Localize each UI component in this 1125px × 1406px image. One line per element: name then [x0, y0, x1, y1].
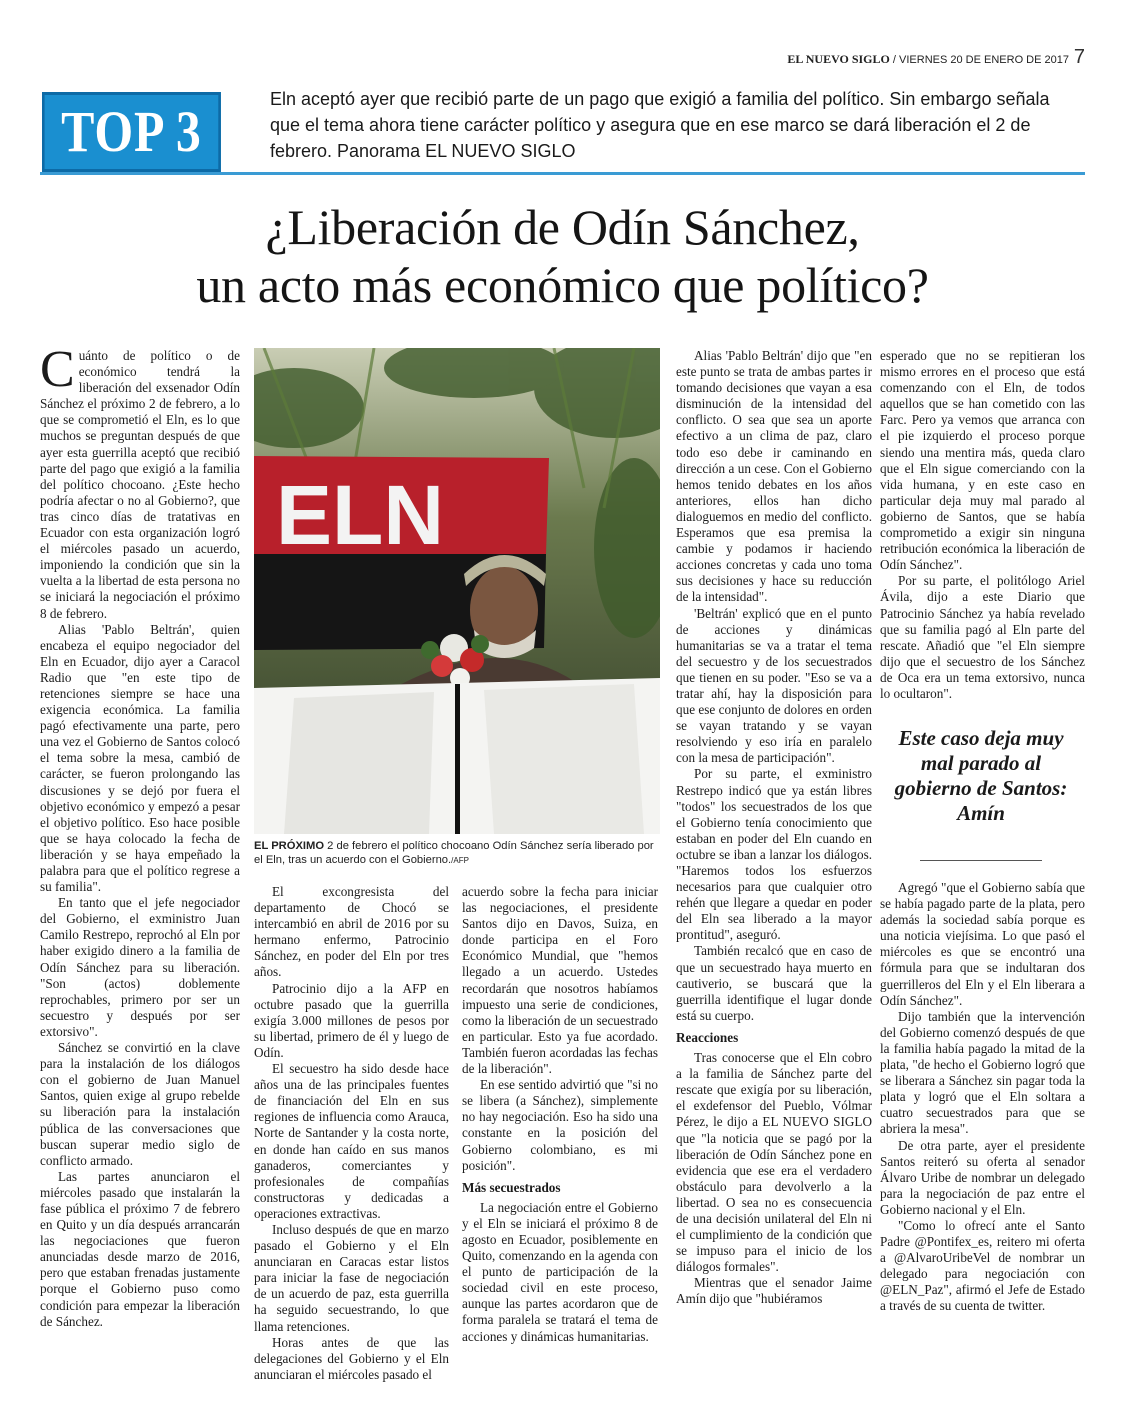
- headline-line-1: ¿Liberación de Odín Sánchez,: [265, 199, 860, 255]
- article-column-1: [40, 341, 240, 1330]
- paragraph: Dijo también que la intervención del Gobierno comenzó después de que la familia había pagado la mitad de la plata, "de hecho el Gobierno logró que se liberara a Sánchez sin pagar toda la plata y logró que el Eln soltara a cuatro secuestrados para que se abriera la mesa".: [880, 1008, 1085, 1137]
- paragraph: 'Beltrán' explicó que en el punto de acciones y dinámicas humanitarias se va a tratar el tema del secuestro y de los secuestrados que tienen en su poder. "Eso se va a tratar ahí, hay la disposición para que ese conjunto de dolores en orden se vayan tratando y se vayan resolviendo y eso iría en paralelo con la mesa de participación".: [676, 605, 872, 766]
- article-column-2: [254, 884, 449, 1383]
- page-number: 7: [1073, 46, 1085, 68]
- paragraph: Alias 'Pablo Beltrán', quien encabeza el equipo negociador del Eln en Ecuador, dijo ayer a Caracol Radio que "en este tipo de retenciones siempre se hace una exigencia económica. La familia pagó efectivamente una parte, pero una vez el Gobierno de Santos colocó el tema sobre la mesa, cambió de carácter, se fueron prolongando las discusiones y se dejó por fuera el objetivo económico y empezó a pesar el objetivo político. Eso hace posible que se haya colocado la fecha de liberación y se haya empeñado la palabra para que el político regrese a su familia".: [40, 621, 240, 895]
- paragraph: Cuánto de político o de económico tendrá la liberación del exsenador Odín Sánchez el próximo 2 de febrero, a lo que se comprometió el Eln, es lo que muchos se preguntan después de que ayer esta guerrilla aceptó que recibió parte del pago que exigió a la familia del político chocoano. ¿Este hecho podría afectar o no al Gobierno?, que tras cinco días de tratativas en Ecuador con esta organización logró el miércoles pasado un acuerdo, imponiendo la condición que sin la vuelta a la libertad de esta persona no se iniciará la negociación el próximo 8 de febrero.: [40, 341, 240, 621]
- issue-date: VIERNES 20 DE ENERO DE 2017: [899, 54, 1069, 66]
- paragraph: Mientras que el senador Jaime Amín dijo que "hubiéramos: [676, 1275, 872, 1307]
- paragraph: Por su parte, el exministro Restrepo indicó que ya están libres "todos" los secuestrados de los que el Gobierno tenía conocimiento que estaban en poder del Eln cuando en octubre se iban a lanzar los diálogos. "Haremos todos los esfuerzos necesarios para que cualquier otro rehén que llegare a quedar en poder del Eln sea liberado a la mayor prontitud", aseguró.: [676, 766, 872, 943]
- top3-badge: TOP 3: [42, 92, 221, 172]
- paragraph: El excongresista del departamento de Chocó se intercambió en abril de 2016 por su hermano enfermo, Patrocinio Sánchez, en poder del Eln por tres años.: [254, 884, 449, 980]
- white-tablecloth: [254, 678, 660, 834]
- pull-quote-rule: [920, 860, 1042, 861]
- paragraph: La negociación entre el Gobierno y el Eln se iniciará el próximo 8 de agosto en Ecuador, posiblemente en Quito, comenzando en la agenda con el punto de participación de la sociedad civil en este proceso, aunque las partes acordaron que de forma paralela se tratará el tema de acciones y dinámicas humanitarias.: [462, 1199, 658, 1344]
- subheading: Más secuestrados: [462, 1179, 561, 1195]
- paragraph: esperado que no se repitieran los mismo errores en el proceso que está comenzando con el Eln, de todos aquellos que se han cometido con las Farc. Pero ya vemos que arranca con el pie izquierdo el proceso porque siendo una mentira más, queda claro que el Eln sigue comerciando con la vida humana, y en este caso en particular deja muy mal parado al gobierno de Santos, que se había comprometido a exigir sin ninguna retribución económica la liberación de Odín Sánchez".: [880, 348, 1085, 573]
- paragraph: En ese sentido advirtió que "si no se libera (a Sánchez), simplemente no hay negociación. Eso ha sido una constante en la posición del Gobierno colombiano, es mi posición".: [462, 1077, 658, 1173]
- paragraph: Tras conocerse que el Eln cobro a la familia de Sánchez parte del rescate que exigía por su liberación, el exdefensor del Pueblo, Vólmar Pérez, le dijo a EL NUEVO SIGLO que "la noticia que se pagó por la liberación de Odín Sánchez pone en evidencia que ese era el verdadero obstáculo para devolverlo a la libertad. O sea no es consecuencia de una decisión unilateral del Eln ni el cumplimiento de la condición que se impuso para el inicio de los diálogos formales".: [676, 1050, 872, 1275]
- paragraph: Alias 'Pablo Beltrán' dijo que "en este punto se trata de ambas partes ir tomando decisiones que vayan a esa disminución de la intensidad del conflicto. O sea que sea un aporte efectivo a un clima de paz, claro todo eso debe ir caminando en dirección a un cese. Con el Gobierno hemos tenido debates en los años anteriores, ellos han dicho dialoguemos en medio del conflicto. Esperamos que esa premisa la cambie y podamos ir haciendo acciones concretas y cada uno toma sus decisiones y hace su reducción de la intensidad".: [676, 348, 872, 605]
- paragraph: Agregó "que el Gobierno sabía que se había pagado parte de la plata, pero además la sociedad sabía porque es una noticia viejísima. Lo que pasó el miércoles es que se encontró una fórmula para que se indultaran dos guerrilleros del Eln y el Eln liberara a Odín Sánchez".: [880, 880, 1085, 1008]
- header-separator: /: [889, 54, 900, 66]
- article-headline: [40, 198, 1085, 314]
- top3-lead-text: Eln aceptó ayer que recibió parte de un pago que exigió a familia del político. Sin embargo señala que el tema ahora tiene carácter político y asegura que en ese marco se dará liberación el 2 de febrero. Panorama EL NUEVO SIGLO: [270, 89, 1050, 161]
- caption-text: 2 de febrero el político chocoano Odín Sánchez sería liberado por el Eln, tras un acuerdo con el Gobierno.: [254, 840, 654, 866]
- flag-lettering: ELN: [276, 468, 444, 562]
- paragraph: Las partes anunciaron el miércoles pasado que instalarán la fase pública el próximo 7 de febrero en Quito y un día después arrancarán las negociaciones que fueron anunciadas desde marzo de 2016, pero que estaban frenadas justamente porque el Gobierno puso como condición para empezar la liberación de Sánchez.: [40, 1168, 240, 1329]
- paragraph: El secuestro ha sido desde hace años una de las principales fuentes de financiación del Eln en sus regiones de influencia como Arauca, Norte de Santander y la costa norte, en donde han caído en sus manos ganaderos, comerciantes y profesionales de compañías constructoras y dedicadas a operaciones extractivas.: [254, 1061, 449, 1221]
- subheading: Reacciones: [676, 1029, 739, 1045]
- page-header: [787, 52, 1069, 67]
- paragraph: De otra parte, ayer el presidente Santos reiteró su oferta al senador Álvaro Uribe de nombrar un delegado para la negociación de paz entre el Gobierno nacional y el Eln.: [880, 1137, 1085, 1217]
- section-rule: [40, 172, 1085, 175]
- paragraph: También recalcó que en caso de que un secuestrado haya muerto en cautiverio, se buscará que la guerrilla identifique el lugar donde está su cuerpo.: [676, 943, 872, 1023]
- article-column-3: [462, 884, 658, 1345]
- paragraph: En tanto que el jefe negociador del Gobierno, el exministro Juan Camilo Restrepo, reprochó al Eln por haber exigido dinero a la familia de Odín Sánchez para su liberación. "Son (actos) doblemente reprochables, primero por ser un secuestro y después por ser extorsivo".: [40, 895, 240, 1039]
- paragraph: Incluso después de que en marzo pasado el Gobierno y el Eln anunciaran en Caracas estar listos para iniciar la fase de negociación de un acuerdo de paz, esta guerrilla ha seguido secuestrando, lo que llama retenciones.: [254, 1221, 449, 1334]
- headline-line-2: un acto más económico que político?: [196, 257, 929, 313]
- drop-cap: C: [40, 341, 75, 398]
- article-column-5-continued: [880, 880, 1085, 1315]
- paragraph: "Como lo ofrecí ante el Santo Padre @Pontifex_es, reitero mi oferta a @AlvaroUribeVel de nombrar un delegado para negociación con @ELN_Paz", afirmó el Jefe de Estado a través de su cuenta de twitter.: [880, 1217, 1085, 1314]
- newspaper-name: EL NUEVO SIGLO: [787, 52, 890, 66]
- article-column-5: [880, 348, 1085, 702]
- pull-quote: Este caso deja muy mal parado al gobierno de Santos: Amín: [894, 726, 1068, 825]
- paragraph: Patrocinio dijo a la AFP en octubre pasado que la guerrilla exigía 3.000 millones de pesos por su libertad, primero de él y luego de Odín.: [254, 980, 449, 1060]
- article-column-4: [676, 348, 872, 1308]
- paragraph: Sánchez se convirtió en la clave para la instalación de los diálogos con el gobierno de Juan Manuel Santos, quien exige al grupo rebelde su liberación para la instalación pública de las conversaciones que buscan superar medio siglo de conflicto armado.: [40, 1040, 240, 1168]
- paragraph: Horas antes de que las delegaciones del Gobierno y el Eln anunciaran el miércoles pasado el: [254, 1334, 449, 1382]
- paragraph: acuerdo sobre la fecha para iniciar las negociaciones, el presidente Santos dijo en Davos, Suiza, en donde participa en el Foro Económico Mundial, que "hemos llegado a un acuerdo. Ustedes recordarán que nosotros habíamos impuesto una serie de condiciones, como la liberación de un secuestrado en particular. Esto ya fue acordado. También fueron acordadas las fechas de la liberación".: [462, 884, 658, 1077]
- paragraph: Por su parte, el politólogo Ariel Ávila, dijo a este Diario que Patrocinio Sánchez ya había revelado que su familia pagó al Eln parte del rescate. Añadió que "el Eln siempre dijo que el secuestro de los Sánchez de Oca era un tema extorsivo, nunca lo ocultaron".: [880, 573, 1085, 701]
- article-photo: [254, 348, 660, 834]
- photo-caption: [254, 839, 658, 868]
- photo-credit: /AFP: [451, 856, 469, 865]
- caption-lead: EL PRÓXIMO: [254, 840, 325, 852]
